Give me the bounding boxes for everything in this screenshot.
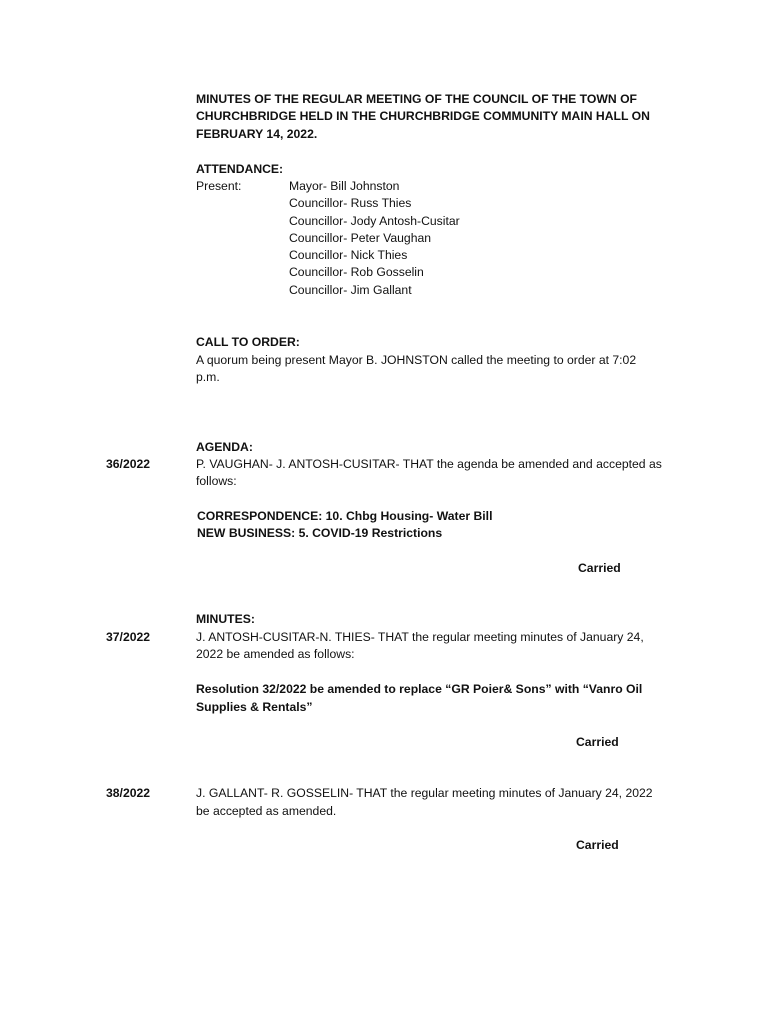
- agenda-heading: AGENDA:: [196, 440, 253, 454]
- minutes-motion-text: J. ANTOSH-CUSITAR-N. THIES- THAT the regular meeting minutes of January 24,: [196, 630, 644, 644]
- resolution-number: 36/2022: [106, 457, 151, 471]
- resolution-number: 38/2022: [106, 786, 151, 800]
- call-to-order-text: p.m.: [196, 370, 220, 384]
- minutes-amendment: Resolution 32/2022 be amended to replace “GR Poier& Sons” with “Vanro Oil: [196, 682, 643, 696]
- agenda-amendment: NEW BUSINESS: 5. COVID-19 Restrictions: [197, 526, 443, 540]
- attendee: Councillor- Nick Thies: [289, 248, 408, 262]
- minutes-title-line-2: CHURCHBRIDGE HELD IN THE CHURCHBRIDGE COMMUNITY MAIN HALL ON: [196, 109, 650, 123]
- agenda-motion-text: follows:: [196, 474, 237, 488]
- minutes-accept-text: J. GALLANT- R. GOSSELIN- THAT the regular meeting minutes of January 24, 2022: [196, 786, 653, 800]
- agenda-motion-text: P. VAUGHAN- J. ANTOSH-CUSITAR- THAT the agenda be amended and accepted as: [196, 457, 662, 471]
- agenda-amendment: CORRESPONDENCE: 10. Chbg Housing- Water Bill: [197, 509, 493, 523]
- attendee-mayor: Mayor- Bill Johnston: [289, 179, 400, 193]
- present-label: Present:: [196, 179, 242, 193]
- resolution-number: 37/2022: [106, 630, 151, 644]
- carried-label: Carried: [576, 838, 619, 852]
- attendee: Councillor- Russ Thies: [289, 196, 412, 210]
- minutes-motion-text: 2022 be amended as follows:: [196, 647, 355, 661]
- minutes-title-line-3: FEBRUARY 14, 2022.: [196, 127, 318, 141]
- attendee: Councillor- Jim Gallant: [289, 283, 412, 297]
- attendee: Councillor- Jody Antosh-Cusitar: [289, 214, 460, 228]
- attendee: Councillor- Rob Gosselin: [289, 265, 424, 279]
- carried-label: Carried: [576, 735, 619, 749]
- carried-label: Carried: [578, 561, 621, 575]
- attendee: Councillor- Peter Vaughan: [289, 231, 432, 245]
- call-to-order-heading: CALL TO ORDER:: [196, 335, 300, 349]
- minutes-amendment: Supplies & Rentals”: [196, 700, 313, 714]
- call-to-order-text: A quorum being present Mayor B. JOHNSTON called the meeting to order at 7:02: [196, 353, 637, 367]
- minutes-title-line-1: MINUTES OF THE REGULAR MEETING OF THE COUNCIL OF THE TOWN OF: [196, 92, 637, 106]
- minutes-accept-text: be accepted as amended.: [196, 804, 337, 818]
- attendance-heading: ATTENDANCE:: [196, 162, 284, 176]
- minutes-heading: MINUTES:: [196, 612, 255, 626]
